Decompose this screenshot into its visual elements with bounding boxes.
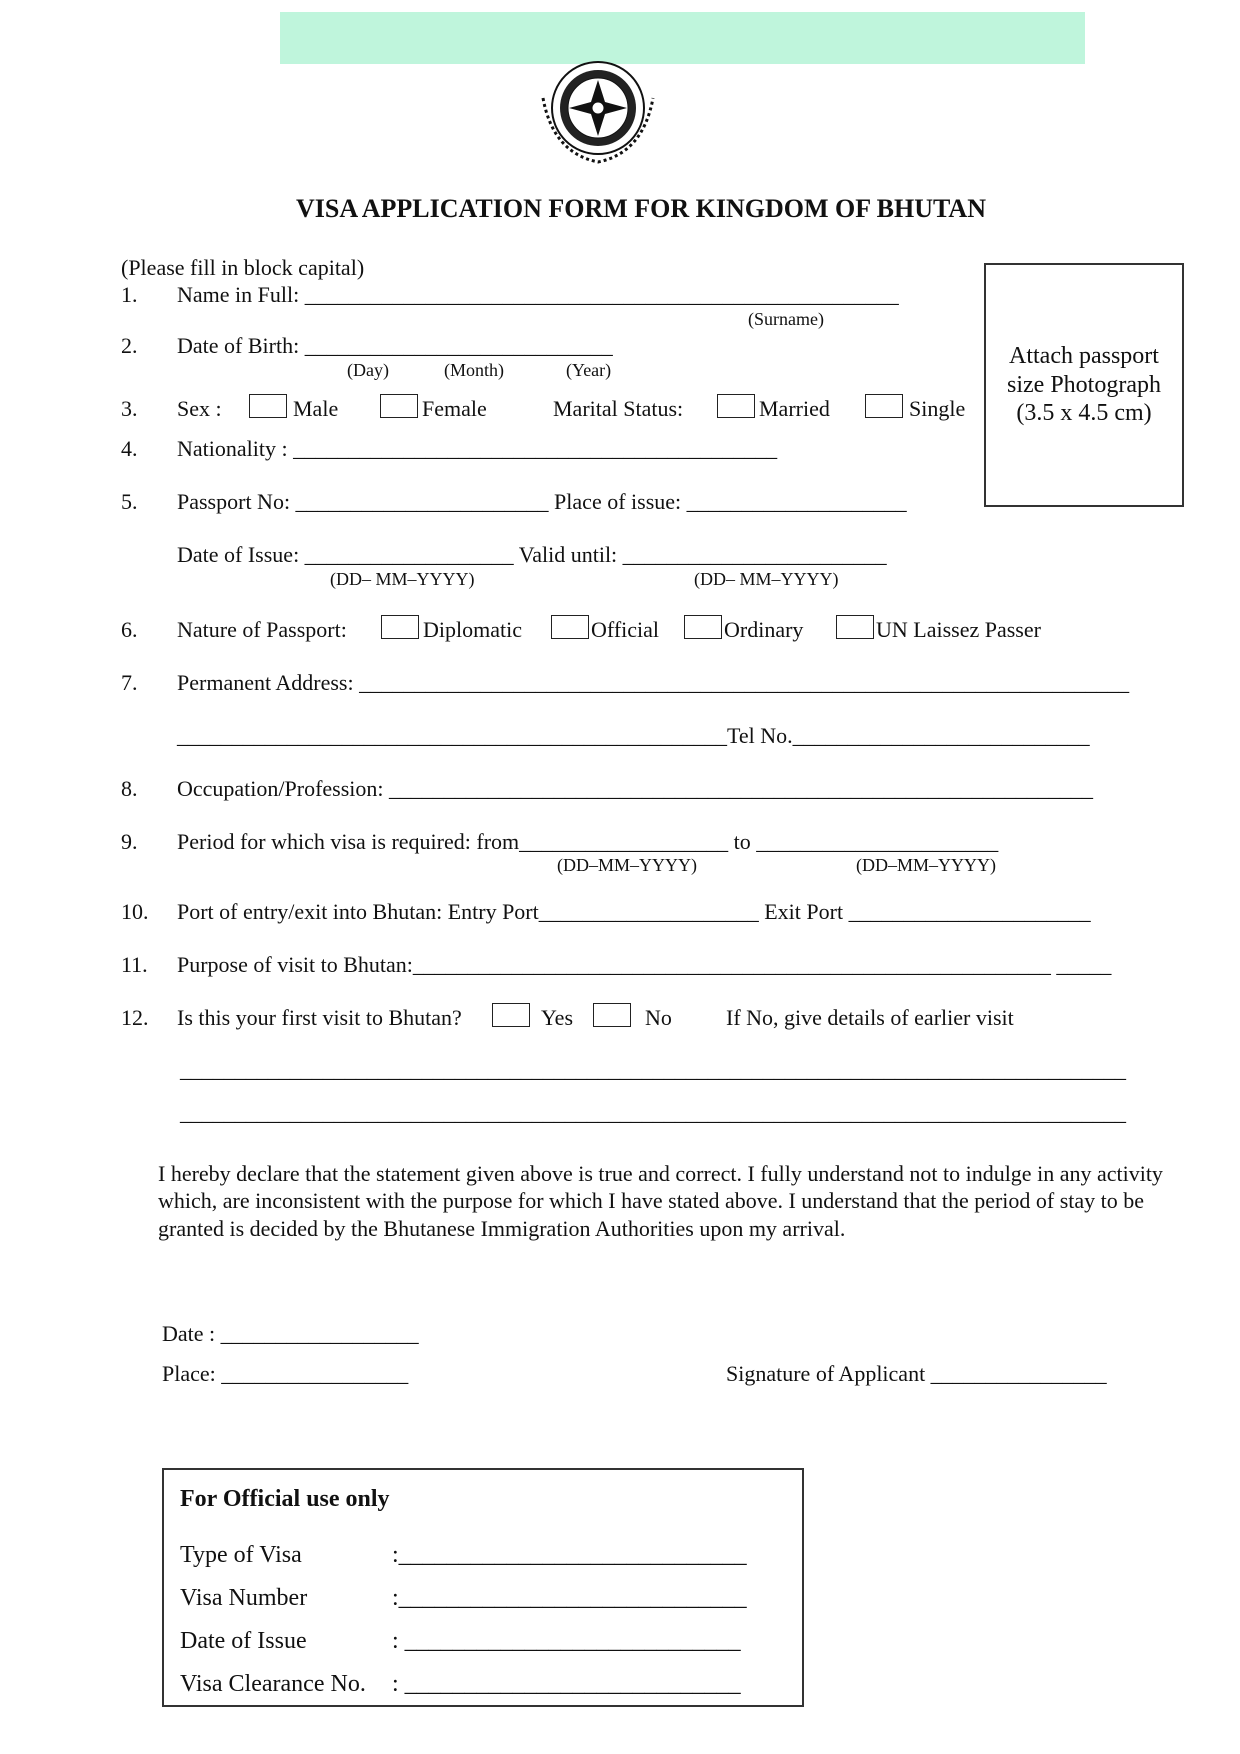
female-label: Female	[422, 396, 487, 421]
visa-number-label: Visa Number	[180, 1585, 308, 1611]
date-field[interactable]: Date : __________________	[162, 1321, 419, 1346]
un-laissez-passer-checkbox[interactable]	[836, 615, 874, 639]
dob-field[interactable]: Date of Birth: ____________________________	[177, 333, 613, 358]
official-label: Official	[591, 617, 660, 642]
single-checkbox[interactable]	[865, 394, 903, 418]
no-label: No	[645, 1005, 672, 1030]
earlier-visit-line[interactable]: ______________________________________________________________________________________	[180, 1100, 1126, 1125]
item-number: 1.	[121, 282, 138, 307]
occupation-field[interactable]: Occupation/Profession: ________________________________________________________________	[177, 776, 1094, 801]
type-of-visa-field[interactable]: :_____________________________	[392, 1542, 747, 1568]
diplomatic-checkbox[interactable]	[381, 615, 419, 639]
marital-status-label: Marital Status:	[553, 396, 684, 421]
year-hint: (Year)	[566, 360, 612, 380]
official-date-of-issue-label: Date of Issue	[180, 1628, 307, 1654]
single-label: Single	[909, 396, 966, 421]
header-banner	[280, 12, 1085, 64]
permanent-address-field[interactable]: Permanent Address: ______________________________________________________________________	[177, 670, 1130, 695]
photo-box-label: Attach passport size Photograph (3.5 x 4.5 cm)	[1007, 342, 1161, 427]
passport-field[interactable]: Passport No: _______________________ Place of issue: ____________________	[177, 489, 907, 514]
official-checkbox[interactable]	[551, 615, 589, 639]
no-checkbox[interactable]	[593, 1003, 631, 1027]
male-checkbox[interactable]	[249, 394, 287, 418]
yes-label: Yes	[541, 1005, 574, 1030]
male-label: Male	[293, 396, 339, 421]
purpose-field[interactable]: Purpose of visit to Bhutan:__________________________________________________________ _____	[177, 952, 1112, 977]
photo-box[interactable]	[984, 263, 1184, 507]
item-number: 8.	[121, 776, 138, 801]
un-laissez-passer-label: UN Laissez Passer	[876, 617, 1041, 642]
married-checkbox[interactable]	[717, 394, 755, 418]
date-format-hint: (DD–MM–YYYY)	[557, 855, 697, 875]
item-number: 9.	[121, 829, 138, 854]
item-number: 5.	[121, 489, 138, 514]
yes-checkbox[interactable]	[492, 1003, 530, 1027]
date-format-hint: (DD–MM–YYYY)	[856, 855, 996, 875]
official-use-heading: For Official use only	[180, 1486, 390, 1512]
surname-hint: (Surname)	[748, 309, 824, 329]
page-title: VISA APPLICATION FORM FOR KINGDOM OF BHUTAN	[296, 194, 986, 223]
ordinary-label: Ordinary	[724, 617, 804, 642]
day-hint: (Day)	[347, 360, 389, 380]
nationality-field[interactable]: Nationality : ____________________________________________	[177, 436, 778, 461]
female-checkbox[interactable]	[380, 394, 418, 418]
item-number: 7.	[121, 670, 138, 695]
place-field[interactable]: Place: _________________	[162, 1361, 409, 1386]
item-number: 11.	[121, 952, 148, 977]
earlier-visit-line[interactable]: ______________________________________________________________________________________	[180, 1057, 1126, 1082]
royal-emblem-icon	[533, 58, 663, 168]
date-format-hint: (DD– MM–YYYY)	[694, 569, 839, 589]
nature-of-passport-label: Nature of Passport:	[177, 617, 347, 642]
type-of-visa-label: Type of Visa	[180, 1542, 302, 1568]
declaration-text: I hereby declare that the statement given above is true and correct. I fully understand not to indulge in any activity which, are inconsistent with the purpose for which I have stated above. I understand that the period of stay to be granted is decided by the Bhutanese Immigration Authorities upon my arrival.	[158, 1161, 1163, 1241]
instruction-text: (Please fill in block capital)	[121, 255, 365, 280]
item-number: 10.	[121, 899, 149, 924]
earlier-visit-label: If No, give details of earlier visit	[726, 1005, 1014, 1030]
sex-label: Sex :	[177, 396, 222, 421]
ordinary-checkbox[interactable]	[684, 615, 722, 639]
visa-period-field[interactable]: Period for which visa is required: from___________________ to ______________________	[177, 829, 999, 854]
item-number: 4.	[121, 436, 138, 461]
first-visit-label: Is this your first visit to Bhutan?	[177, 1005, 462, 1030]
item-number: 6.	[121, 617, 138, 642]
diplomatic-label: Diplomatic	[423, 617, 522, 642]
item-number: 2.	[121, 333, 138, 358]
visa-number-field[interactable]: :_____________________________	[392, 1585, 747, 1611]
month-hint: (Month)	[444, 360, 504, 380]
name-field[interactable]: Name in Full: ______________________________________________________	[177, 282, 899, 307]
date-of-issue-field[interactable]: Date of Issue: ___________________ Valid until: ________________________	[177, 542, 887, 567]
official-use-box	[162, 1468, 804, 1707]
official-date-of-issue-field[interactable]: : ____________________________	[392, 1628, 741, 1654]
item-number: 3.	[121, 396, 138, 421]
signature-field[interactable]: Signature of Applicant ________________	[726, 1361, 1107, 1386]
visa-clearance-field[interactable]: : ____________________________	[392, 1671, 741, 1697]
visa-clearance-label: Visa Clearance No.	[180, 1671, 366, 1697]
item-number: 12.	[121, 1005, 149, 1030]
married-label: Married	[759, 396, 830, 421]
port-field[interactable]: Port of entry/exit into Bhutan: Entry Port____________________ Exit Port ______________________	[177, 899, 1091, 924]
tel-field[interactable]: __________________________________________________Tel No.___________________________	[177, 723, 1090, 748]
date-format-hint: (DD– MM–YYYY)	[330, 569, 475, 589]
